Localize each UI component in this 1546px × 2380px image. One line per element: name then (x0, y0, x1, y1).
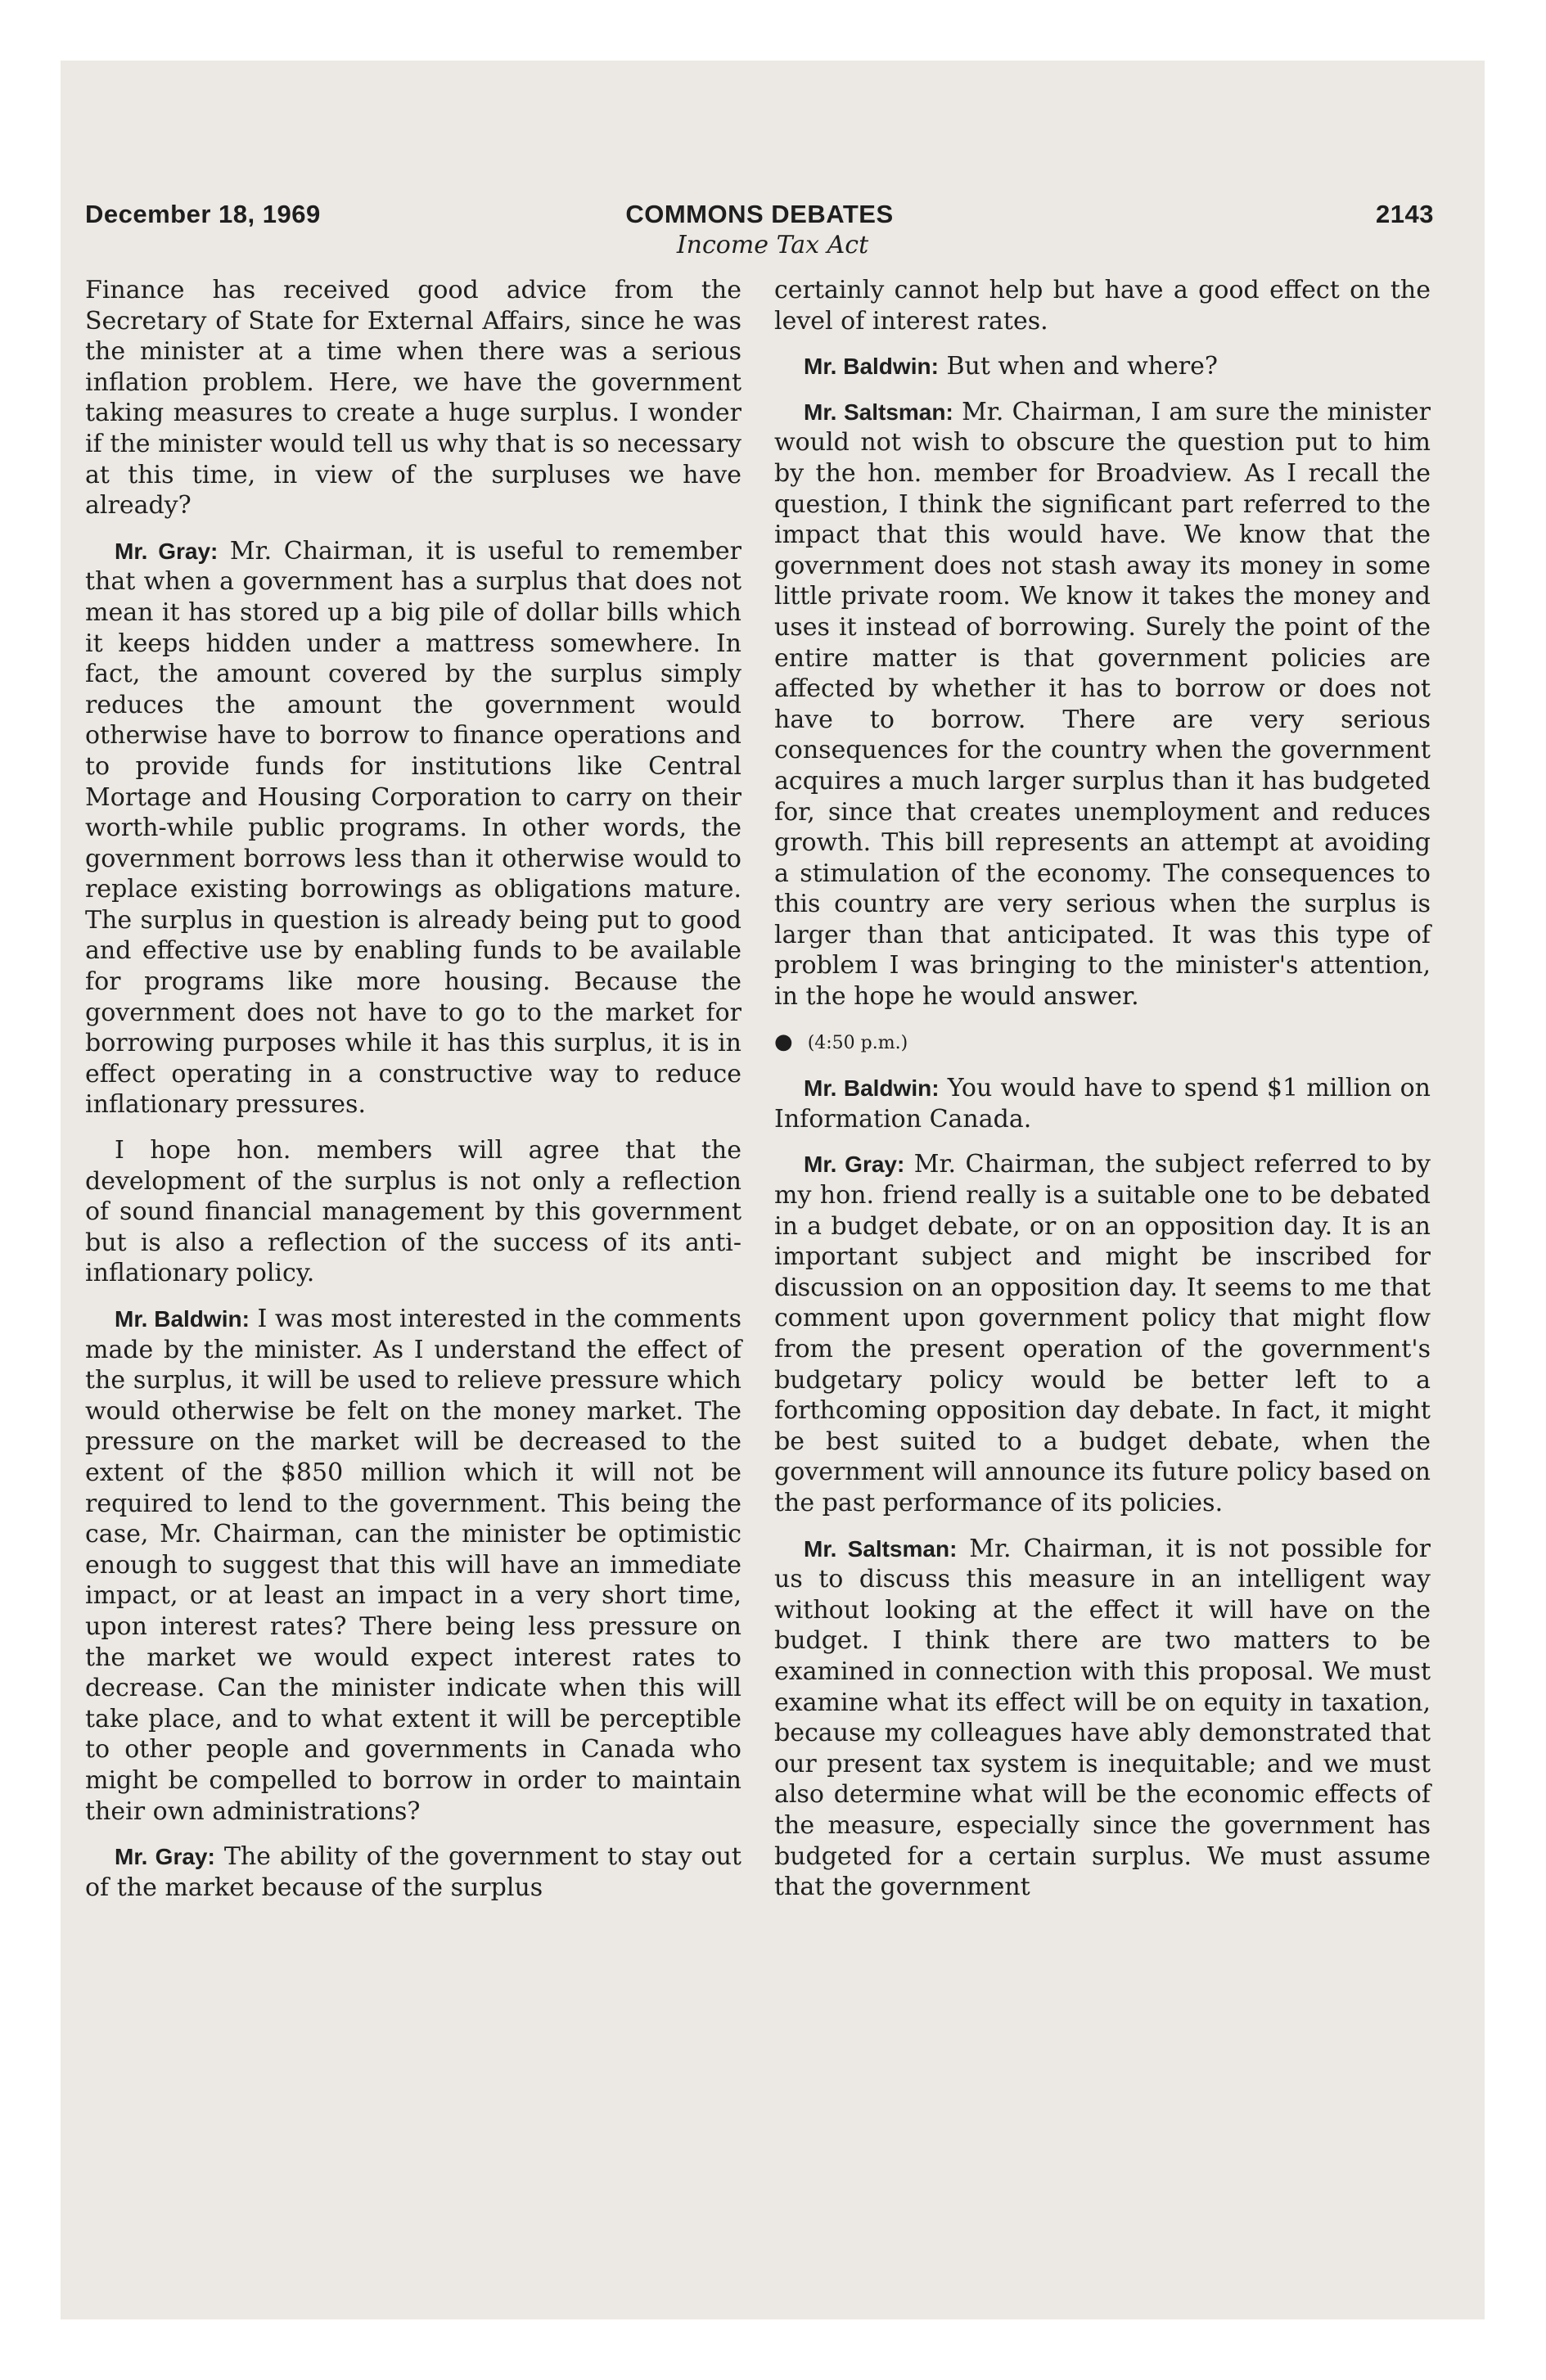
speech-text: Mr. Chairman, it is useful to remember that when a government has a surplus that does not mean it has stored up a big pile of dollar bills which it keeps hidden under a mattress somewhere. In fact, the amount covered by the surplus simply reduces the amount the government would otherwise have to borrow to finance operations and to provide funds for institutions like Central Mortage and Housing Corporation to carry on their worth-while public programs. In other words, the government borrows less than it otherwise would to replace existing borrowings as obligations mature. The surplus in question is already being put to good and effective use by enabling funds to be available for programs like more housing. Because the government does not have to go to the market for borrowing purposes while it has this surplus, it is in effect operating in a constructive way to reduce inflationary pressures. (85, 536, 741, 1120)
speech-paragraph (774, 351, 1431, 382)
bullet-icon: ● (774, 1029, 793, 1054)
left-column (85, 275, 741, 1918)
speaker-name: Mr. Gray: (115, 1844, 215, 1870)
scanned-page (61, 61, 1485, 2319)
speech-paragraph (85, 1304, 741, 1827)
speech-text: But when and where? (946, 352, 1218, 381)
header-date: December 18, 1969 (85, 200, 321, 228)
speech-text: Mr. Chairman, it is not possible for us to discuss this measure in an intelligent way without looking at the effect it will have on the budget. I think there are two matters to be examined in connection with this proposal. We must examine what its effect will be on equity in taxation, because my colleagues have ably demonstrated that our present tax system is inequitable; and we must also determine what will be the economic effects of the measure, especially since the government has budgeted for a certain surplus. We must assume that the government (774, 1534, 1431, 1902)
paragraph: I hope hon. members will agree that the development of the surplus is not only a reflection of sound financial management by this government but is also a reflection of the success of its anti-inflationary policy. (85, 1136, 741, 1288)
paragraph: Finance has received good advice from the Secretary of State for External Affairs, since he was the minister at a time when there was a serious inflation problem. Here, we have the government taking measures to create a huge surplus. I wonder if the minister would tell us why that is so necessary at this time, in view of the surpluses we have already? (85, 276, 741, 521)
speaker-name: Mr. Saltsman: (804, 1535, 958, 1562)
speech-text: Mr. Chairman, the subject referred to by my hon. friend really is a suitable one to be debated in a budget debate, or on an opposition day. It is an important subject and might be inscribed for discussion on an opposition day. It seems to me that comment upon government policy that might flow from the present operation of the government's budgetary policy would be better left to a forthcoming opposition day debate. In fact, it might be best suited to a budget debate, when the government will announce its future policy based on the past performance of its policies. (774, 1150, 1431, 1517)
speech-text: I was most interested in the comments made by the minister. As I understand the effect of the surplus, it will be used to relieve pressure which would otherwise be felt on the money market. The pressure on the market will be decreased to the extent of the $850 million which it will not be required to lend to the government. This being the case, Mr. Chairman, can the minister be optimistic enough to suggest that this will have an immediate impact, or at least an impact in a very short time, upon interest rates? There being less pressure on the market we would expect interest rates to decrease. Can the minister indicate when this will take place, and to what extent it will be perceptible to other people and governments in Canada who might be compelled to borrow in order to maintain their own administrations? (85, 1305, 742, 1826)
speaker-name: Mr. Baldwin: (115, 1306, 250, 1332)
paragraph: certainly cannot help but have a good effect on the level of interest rates. (774, 276, 1431, 336)
section-title: Income Tax Act (676, 231, 869, 259)
speaker-name: Mr. Saltsman: (804, 399, 953, 425)
speaker-name: Mr. Gray: (115, 538, 219, 564)
speaker-name: Mr. Gray: (804, 1152, 905, 1178)
speech-paragraph (774, 1073, 1431, 1134)
right-column (774, 275, 1431, 1918)
header-publication: COMMONS DEBATES (625, 200, 894, 228)
speech-paragraph (774, 1149, 1431, 1518)
speech-paragraph (774, 1534, 1431, 1903)
speaker-name: Mr. Baldwin: (804, 354, 939, 380)
speech-text: The ability of the government to stay out of the market because of the surplus (85, 1842, 741, 1902)
speech-text: Mr. Chairman, I am sure the minister would not wish to obscure the question put to him by the hon. member for Broadview. As I recall the question, I think the significant part referred to the impact that this would have. We know that the government does not stash away its money in some little private room. We know it takes the money and uses it instead of borrowing. Surely the point of the entire matter is that government policies are affected by whether it has to borrow or does not have to borrow. There are very serious consequences for the country when the government acquires a much larger surplus than it has budgeted for, since that creates unemployment and reduces growth. This bill represents an attempt at avoiding a stimulation of the economy. The consequences to this country are very serious when the surplus is larger than that anticipated. It was this type of problem I was bringing to the minister's attention, in the hope he would answer. (774, 397, 1431, 1012)
speaker-name: Mr. Baldwin: (804, 1075, 940, 1102)
speech-text: You would have to spend $1 million on Information Canada. (774, 1074, 1431, 1134)
header-page-number: 2143 (1376, 200, 1434, 228)
timestamp-text: (4:50 p.m.) (807, 1032, 908, 1053)
speech-paragraph (85, 536, 741, 1120)
timestamp (774, 1027, 1431, 1059)
speech-paragraph (774, 397, 1431, 1012)
speech-paragraph (85, 1841, 741, 1903)
